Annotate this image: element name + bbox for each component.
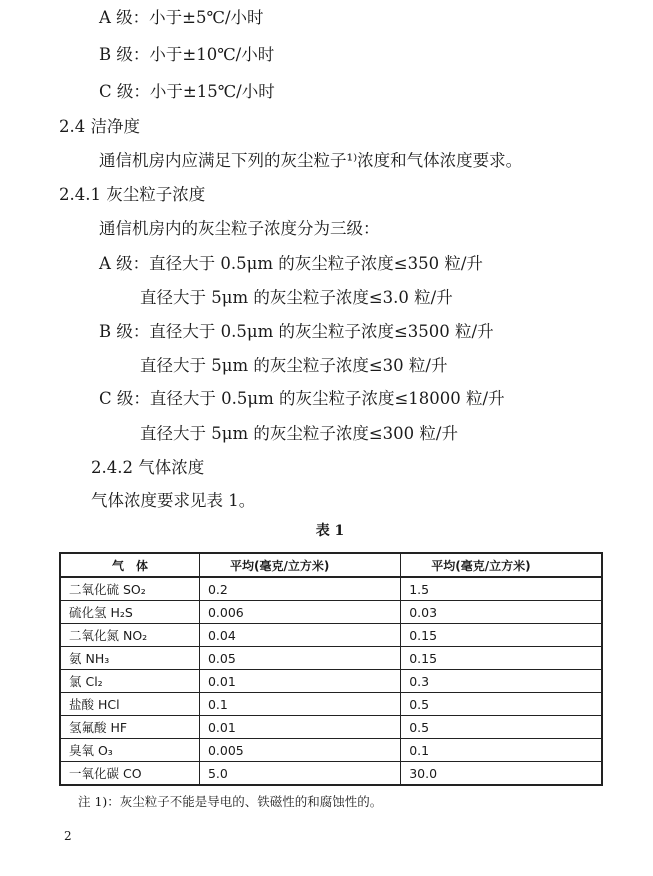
gas-name: 盐酸 HCl (60, 693, 199, 716)
grade-a-temp-rate: A 级：小于±5℃/小时 (99, 8, 264, 27)
gas-value-1: 0.01 (199, 716, 400, 739)
gas-name: 硫化氢 H₂S (60, 601, 199, 624)
header-gas: 气 体 (60, 553, 199, 577)
gas-value-1: 0.05 (199, 647, 400, 670)
gas-name: 二氧化硫 SO₂ (60, 577, 199, 601)
table-title: 表 1 (315, 523, 345, 539)
footnote: 注 1)：灰尘粒子不能是导电的、铁磁性的和腐蚀性的。 (78, 794, 383, 809)
gas-value-2: 30.0 (401, 762, 602, 786)
table-row (60, 577, 602, 601)
gas-value-1: 0.2 (199, 577, 400, 601)
page-number: 2 (64, 829, 72, 843)
gas-value-2: 0.5 (401, 693, 602, 716)
dust-grade-b-line-1: B 级：直径大于 0.5μm 的灰尘粒子浓度≤3500 粒/升 (99, 322, 494, 341)
gas-value-2: 0.15 (401, 624, 602, 647)
dust-grade-a-line-1: A 级：直径大于 0.5μm 的灰尘粒子浓度≤350 粒/升 (99, 254, 483, 273)
gas-name: 一氧化碳 CO (60, 762, 199, 786)
table-header-row (60, 553, 602, 577)
section-heading-2-4-2: 2.4.2 气体浓度 (91, 458, 205, 477)
gas-value-1: 0.1 (199, 693, 400, 716)
section-heading-2-4: 2.4 洁净度 (59, 117, 140, 136)
dust-grade-c-line-1: C 级：直径大于 0.5μm 的灰尘粒子浓度≤18000 粒/升 (99, 389, 505, 408)
gas-value-2: 0.15 (401, 647, 602, 670)
gas-name: 氨 NH₃ (60, 647, 199, 670)
dust-grades-intro: 通信机房内的灰尘粒子浓度分为三级： (99, 219, 380, 238)
header-average-1: 平均(毫克/立方米) (199, 553, 400, 577)
header-average-2: 平均(毫克/立方米) (401, 553, 602, 577)
gas-name: 二氧化氮 NO₂ (60, 624, 199, 647)
table-row (60, 624, 602, 647)
gas-value-1: 0.01 (199, 670, 400, 693)
gas-value-1: 0.005 (199, 739, 400, 762)
table-row (60, 601, 602, 624)
grade-b-temp-rate: B 级：小于±10℃/小时 (99, 45, 275, 64)
table-row (60, 762, 602, 786)
gas-value-2: 0.03 (401, 601, 602, 624)
gas-value-2: 1.5 (401, 577, 602, 601)
footnote-divider (59, 785, 189, 786)
gas-value-1: 0.04 (199, 624, 400, 647)
table-row (60, 739, 602, 762)
table-row (60, 670, 602, 693)
gas-name: 氢氟酸 HF (60, 716, 199, 739)
gas-value-2: 0.3 (401, 670, 602, 693)
gas-value-2: 0.5 (401, 716, 602, 739)
section-intro: 通信机房内应满足下列的灰尘粒子¹⁾浓度和气体浓度要求。 (99, 151, 523, 170)
gas-concentration-table (59, 552, 603, 786)
dust-grade-a-line-2: 直径大于 5μm 的灰尘粒子浓度≤3.0 粒/升 (140, 288, 453, 307)
section-heading-2-4-1: 2.4.1 灰尘粒子浓度 (59, 185, 206, 204)
table-row (60, 647, 602, 670)
table-row (60, 693, 602, 716)
gas-intro: 气体浓度要求见表 1。 (91, 491, 256, 510)
table-row (60, 716, 602, 739)
gas-value-2: 0.1 (401, 739, 602, 762)
gas-value-1: 5.0 (199, 762, 400, 786)
gas-value-1: 0.006 (199, 601, 400, 624)
gas-name: 臭氧 O₃ (60, 739, 199, 762)
gas-name: 氯 Cl₂ (60, 670, 199, 693)
grade-c-temp-rate: C 级：小于±15℃/小时 (99, 82, 275, 101)
dust-grade-c-line-2: 直径大于 5μm 的灰尘粒子浓度≤300 粒/升 (140, 424, 458, 443)
dust-grade-b-line-2: 直径大于 5μm 的灰尘粒子浓度≤30 粒/升 (140, 356, 448, 375)
